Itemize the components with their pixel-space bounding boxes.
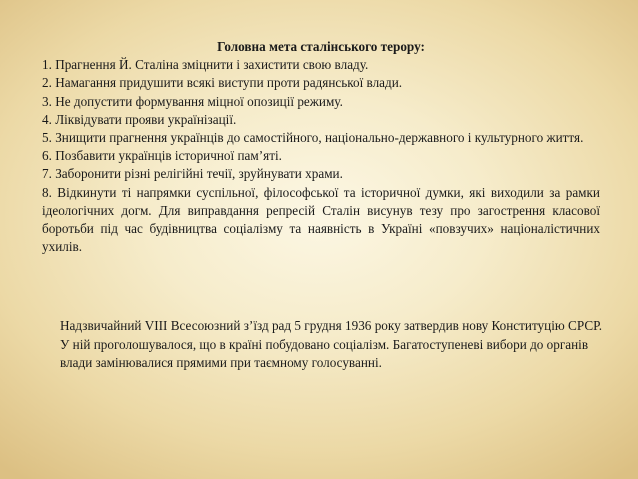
slide-heading: Головна мета сталінського терору: bbox=[217, 39, 425, 54]
list-item: 4. Ліквідувати прояви українізації. bbox=[42, 111, 237, 127]
list-item: 7. Заборонити різні релігійні течії, зруйнувати храми. bbox=[42, 166, 343, 182]
constitution-note: Надзвичайний VIII Всесоюзний з’їзд рад 5 грудня 1936 року затвердив нову Конституцію СРСР. У ній проголошувалося, що в країні побудовано соціалізм. Багатоступеневі вибори до органів влади замінювалися прямими при таємному голосуванні. bbox=[60, 318, 603, 370]
goals-list bbox=[42, 56, 600, 256]
list-item: 3. Не допустити формування міцної опозиції режиму. bbox=[42, 93, 343, 109]
list-item: 6. Позбавити українців історичної пам’яті. bbox=[42, 148, 282, 164]
main-text-block bbox=[42, 38, 600, 256]
list-item: 8. Відкинути ті напрямки суспільної, філософської та історичної думки, які виходили за рамки ідеологічних догм. Для виправдання репресій Сталін висунув тезу про загострення класової боротьби під час будівництва соціалізму та наявність в Україні «повзучих» націоналістичних ухилів. bbox=[42, 184, 600, 255]
list-item: 2. Намагання придушити всякі виступи проти радянської влади. bbox=[42, 75, 403, 91]
list-item: 1. Прагнення Й. Сталіна зміцнити і захистити свою владу. bbox=[42, 57, 369, 73]
list-item: 5. Знищити прагнення українців до самостійного, національно-державного і культурного життя. bbox=[42, 130, 584, 146]
